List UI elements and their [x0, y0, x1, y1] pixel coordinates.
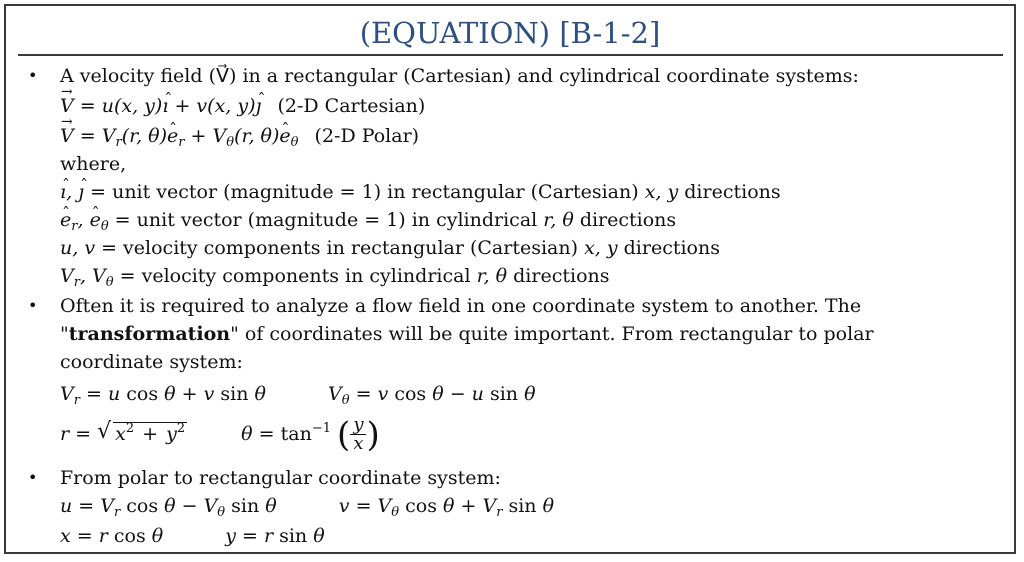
bullet-2: •: [28, 296, 38, 315]
transformation-bold: transformation: [68, 323, 231, 345]
u-equation: $u = V_r$ $\cos \theta - V_\theta$ sin θ: [60, 495, 277, 520]
y-equation: y = r sin θ: [225, 525, 325, 547]
uv-desc: = velocity components in rectangular (Cartesian): [95, 237, 585, 259]
bullet-2-line2-rest: " of coordinates will be quite important. From rectangular to polar: [230, 323, 874, 345]
vr-equation: $V_r = u$ cos θ + v sin θ: [60, 383, 266, 408]
where-line: where,: [60, 153, 127, 175]
ij-definition: ˆ ı, ˆ ȷ = unit vector (magnitude = 1) in rectangular (Cartesian) x, y directions: [60, 178, 781, 206]
vr-definition: $V_r$, $V_\theta$ = velocity components in cylindrical r, θ directions: [60, 265, 610, 290]
cartesian-equation: → V = u(x, y)ˆ ı + v(x, y)ˆ ȷ: [60, 95, 261, 117]
cartesian-equation-line: [60, 92, 425, 120]
equation-card: [4, 4, 1016, 554]
bullet-3-text: From polar to rectangular coordinate system:: [60, 467, 501, 489]
ij-desc: = unit vector (magnitude = 1) in rectangular (Cartesian): [84, 181, 645, 203]
inverse-eq-row-2: [60, 522, 325, 550]
page-title: (EQUATION) [B-1-2]: [359, 16, 661, 50]
x-equation: x = r cos θ: [60, 525, 164, 547]
theta-equation: $\theta = \tan^{-1}$ ( $\frac{y}{x}$ ): [241, 414, 380, 455]
er-dir: directions: [573, 209, 677, 231]
bullet-1: •: [28, 66, 38, 85]
transform-eq-row-1: [60, 380, 536, 408]
bullet-2-line2: [60, 320, 874, 348]
title-divider: [18, 54, 1003, 56]
velocity-field-intro: A velocity field (V⃗) in a rectangular (Cartesian) and cylindrical coordinate systems:: [60, 65, 859, 87]
uv-definition: u, v = velocity components in rectangular (Cartesian) x, y directions: [60, 237, 720, 259]
vr-dir: directions: [507, 265, 610, 287]
vtheta-equation: $V_\theta = v$ cos θ − u sin θ: [327, 383, 536, 408]
r-equation: r = √ $x^2 + y^2$: [60, 423, 187, 445]
quote-open: ": [60, 323, 69, 345]
bullet-2-line1: Often it is required to analyze a flow field in one coordinate system to another. The: [60, 295, 862, 317]
polar-equation-line: [60, 122, 419, 150]
transform-eq-row-2: [60, 414, 380, 455]
uv-dir: directions: [617, 237, 720, 259]
er-desc: = unit vector (magnitude = 1) in cylindrical: [108, 209, 544, 231]
polar-label: (2-D Polar): [314, 125, 420, 147]
ij-dir: directions: [678, 181, 781, 203]
vr-desc: = velocity components in cylindrical: [113, 265, 477, 287]
cartesian-label: (2-D Cartesian): [277, 95, 426, 117]
v-equation: $v = V_\theta$ $\cos \theta + V_r$ sin θ: [338, 495, 555, 520]
bullet-2-line3: coordinate system:: [60, 351, 243, 373]
er-definition: ˆ $e_r$, ˆ $e_\theta$ = unit vector (magnitude = 1) in cylindrical r, θ directions: [60, 206, 676, 234]
bullet-3: •: [28, 468, 38, 487]
inverse-eq-row-1: [60, 492, 554, 520]
polar-equation: → $V = V_r(r$, θ)ˆ $e_r + V_\theta(r$, θ)ˆ $e_\theta$: [60, 125, 298, 147]
bullet-1-text: [60, 62, 859, 90]
